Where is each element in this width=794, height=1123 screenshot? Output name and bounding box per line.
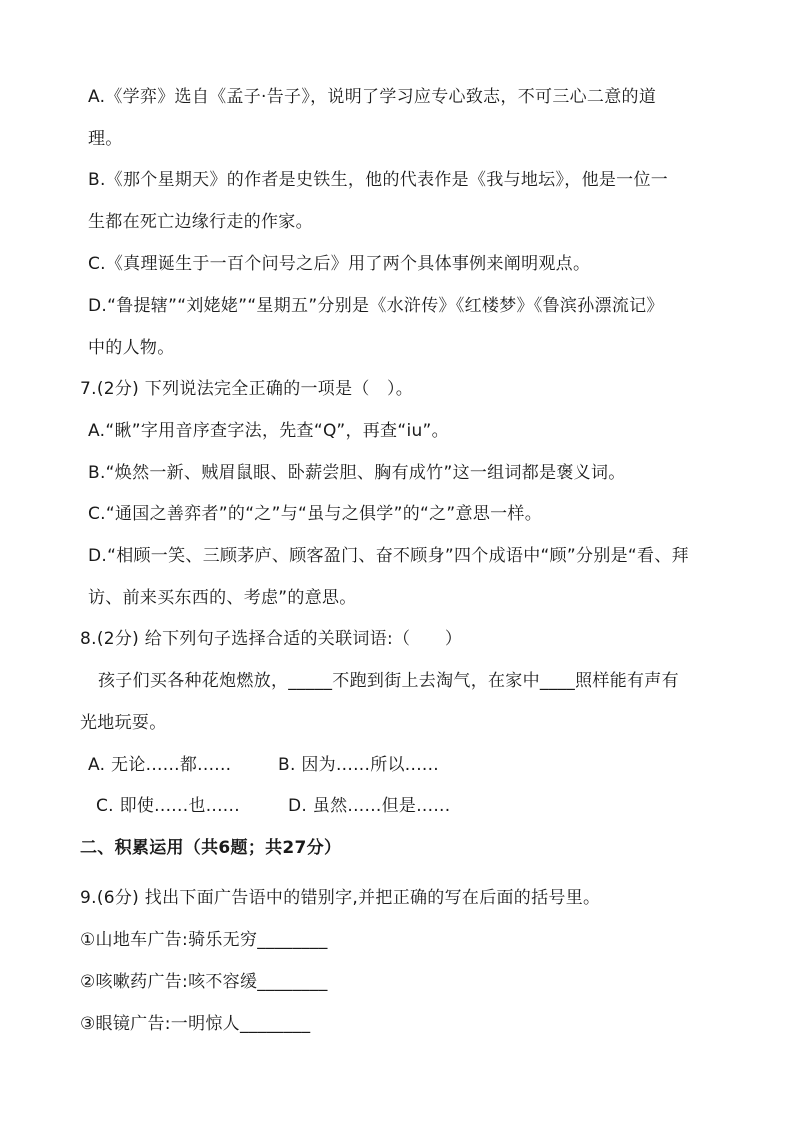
question-9-item-3: ③眼镜广告:一明惊人________: [80, 1014, 311, 1034]
option-6b-line2: 生都在死亡边缘行走的作家。: [88, 212, 313, 232]
option-6c: C.《真理诞生于一百个问号之后》用了两个具体事例来阐明观点。: [88, 254, 591, 274]
option-7c: C.“通国之善弈者”的“之”与“虽与之俱学”的“之”意思一样。: [88, 504, 543, 524]
question-9-item-2: ②咳嗽药广告:咳不容缓________: [80, 972, 328, 992]
question-8-sentence-line1: 孩子们买各种花炮燃放，_____不跑到街上去淘气，在家中____照样能有声有: [98, 671, 679, 691]
option-7b: B.“焕然一新、贼眉鼠眼、卧薪尝胆、胸有成竹”这一组词都是褒义词。: [88, 463, 626, 483]
option-7a: A.“瞅”字用音序查字法，先查“Q”，再查“iu”。: [88, 421, 449, 441]
option-6b-line1: B.《那个星期天》的作者是史铁生，他的代表作是《我与地坛》，他是一位一: [88, 170, 669, 190]
option-8d: D. 虽然......但是......: [288, 796, 451, 816]
question-8: 8.(2分) 给下列句子选择合适的关联词语:（ ）: [80, 629, 463, 649]
option-6a-line1: A.《学弈》选自《孟子·告子》，说明了学习应专心致志，不可三心二意的道: [88, 87, 657, 107]
option-6a-line2: 理。: [88, 129, 123, 149]
question-7: 7.(2分) 下列说法完全正确的一项是（ ）。: [80, 379, 414, 399]
option-6d-line1: D.“鲁提辖”“刘姥姥”“星期五”分别是《水浒传》《红楼梦》《鲁滨孙漂流记》: [88, 296, 664, 316]
option-8a: A. 无论......都......: [88, 755, 232, 775]
section-heading-2: 二、积累运用（共6题；共27分）: [80, 838, 342, 858]
question-9-item-1: ①山地车广告:骑乐无穷________: [80, 930, 328, 950]
option-7d-line2: 访、前来买东西的、考虑”的意思。: [88, 588, 357, 608]
option-6d-line2: 中的人物。: [88, 338, 175, 358]
option-8b: B. 因为......所以......: [278, 755, 440, 775]
option-8c: C. 即使......也......: [96, 796, 240, 816]
option-7d-line1: D.“相顾一笑、三顾茅庐、顾客盈门、奋不顾身”四个成语中“顾”分别是“看、拜: [88, 546, 689, 566]
question-8-sentence-line2: 光地玩耍。: [80, 713, 167, 733]
question-9: 9.(6分) 找出下面广告语中的错别字,并把正确的写在后面的括号里。: [80, 888, 601, 908]
